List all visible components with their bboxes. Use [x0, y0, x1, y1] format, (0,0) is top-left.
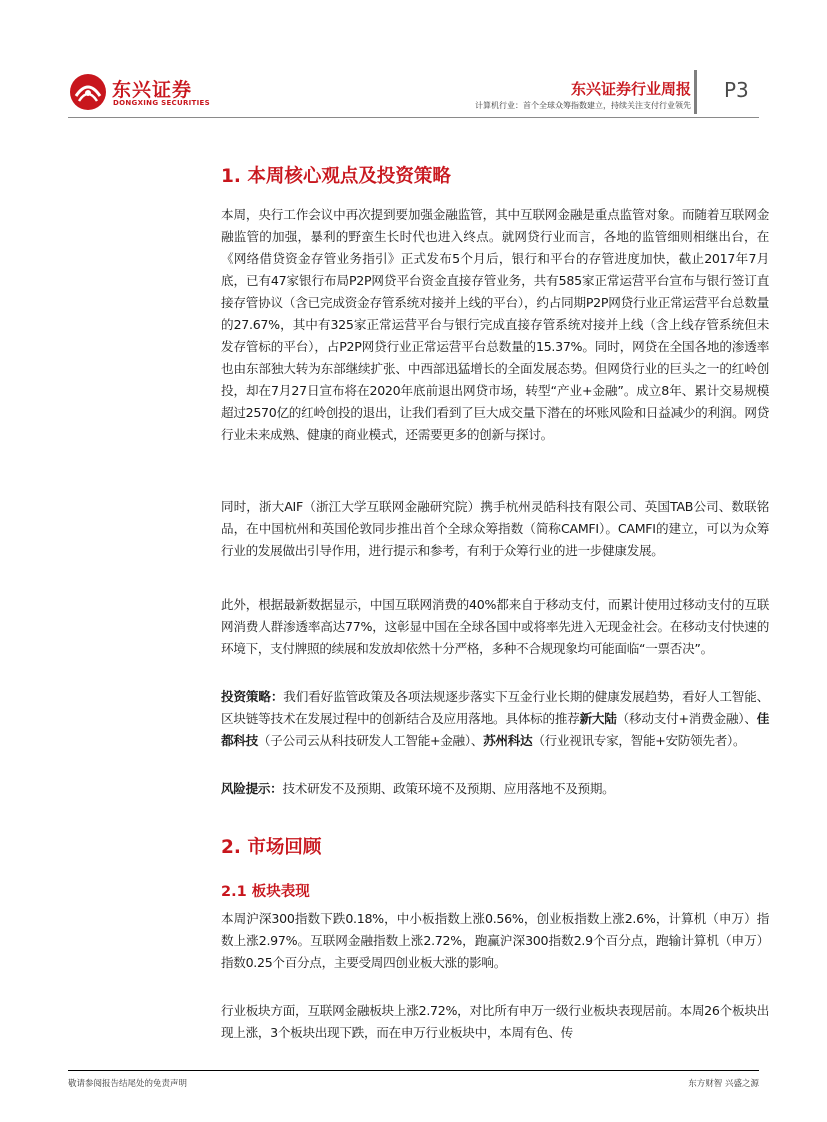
- strategy-text-1: 我们看好监管政策及各项法规逐步落实下互金行业长期的健康发展趋势，看好人工智能、区块链等技术在发展过程中的创新结合及应用落地。具体标的推荐: [221, 689, 769, 726]
- report-title: 东兴证券行业周报: [570, 80, 691, 98]
- page-number: P3: [724, 78, 749, 102]
- footer-slogan: 东方财智 兴盛之源: [688, 1079, 759, 1089]
- footer-rule: [68, 1070, 759, 1071]
- paragraph-regulation: 本周，央行工作会议中再次提到要加强金融监管，其中互联网金融是重点监管对象。而随着互联网金融监管的加强，暴利的野蛮生长时代也进入终点。就网贷行业而言，各地的监管细则相继出台，在《网络借贷资金存管业务指引》正式发布5个月后，银行和平台的存管进度加快，截止2017年7月底，已有47家银行布局P2P网贷平台资金直接存管业务，共有585家正常运营平台宣布与银行签订直接存管协议（含已完成资金存管系统对接并上线的平台），约占同期P2P网贷行业正常运营平台总数量的27.67%，其中有325家正常运营平台与银行完成直接存管系统对接并上线（含上线存管系统但未发存管标的平台），占P2P网贷行业正常运营平台总数量的15.37%。同时，网贷在全国各地的渗透率也由东部独大转为东部继续扩张、中西部迅猛增长的全面发展态势。但网贷行业的巨头之一的红岭创投，却在7月27日宣布将在2020年底前退出网贷市场，转型“产业+金融”。成立8年、累计交易规模超过2570亿的红岭创投的退出，让我们看到了巨大成交量下潜在的坏账风险和日益减少的利润。网贷行业未来成熟、健康的商业模式，还需要更多的创新与探讨。: [221, 207, 769, 442]
- paragraph-investment-strategy: [221, 686, 769, 752]
- strategy-text-2: （移动支付+消费金融）、: [616, 711, 757, 726]
- paragraph-index-performance: 本周沪深300指数下跌0.18%，中小板指数上涨0.56%，创业板指数上涨2.6%，计算机（申万）指数上涨2.97%。互联网金融指数上涨2.72%，跑赢沪深300指数2.9个百分点，跑输计算机（申万）指数0.25个百分点，主要受周四创业板大涨的影响。: [221, 911, 769, 970]
- paragraph-crowdfunding-index: 同时，浙大AIF（浙江大学互联网金融研究院）携手杭州灵皓科技有限公司、英国TAB公司、数联铭品，在中国杭州和英国伦敦同步推出首个全球众筹指数（简称CAMFI）。CAMFI的建立，可以为众筹行业的发展做出引导作用，进行提示和参考，有利于众筹行业的进一步健康发展。: [221, 499, 769, 558]
- stock-kedacom: 苏州科达: [483, 733, 533, 748]
- paragraph-mobile-payment: 此外，根据最新数据显示，中国互联网消费的40%都来自于移动支付，而累计使用过移动支付的互联网消费人群渗透率高达77%，这彰显中国在全球各国中或将率先进入无现金社会。在移动支付快速的环境下，支付牌照的续展和发放却依然十分严格，多种不合规现象均可能面临“一票否决”。: [221, 597, 769, 656]
- company-logo: [68, 72, 208, 112]
- paragraph-risk-warning: [221, 778, 769, 800]
- section-2-1-heading: 2.1 板块表现: [221, 884, 310, 900]
- stock-pci-tech: 佳都科技: [221, 711, 769, 748]
- strategy-text-4: （行业视讯专家，智能+安防领先者）。: [532, 733, 746, 748]
- footer-disclaimer-note: 敬请参阅报告结尾处的免责声明: [68, 1079, 188, 1089]
- paragraph-sector-performance: 行业板块方面，互联网金融板块上涨2.72%，对比所有申万一级行业板块表现居前。本周26个板块出现上涨，3个板块出现下跌，而在申万行业板块中，本周有色、传: [221, 1003, 769, 1040]
- strategy-text-3: （子公司云从科技研发人工智能+金融）、: [257, 733, 484, 748]
- logo-text-en: DONGXING SECURITIES: [113, 99, 210, 107]
- page-header: [0, 0, 827, 120]
- risk-text: 技术研发不及预期、政策环境不及预期、应用落地不及预期。: [282, 781, 615, 796]
- header-divider: [694, 70, 697, 114]
- stock-newland: 新大陆: [579, 711, 617, 726]
- logo-text-cn: 东兴证券: [112, 79, 193, 101]
- section-1-heading: 1. 本周核心观点及投资策略: [221, 166, 451, 187]
- dongxing-logo-icon: [68, 72, 108, 112]
- risk-label: 风险提示：: [221, 781, 283, 796]
- report-subtitle: 计算机行业：首个全球众筹指数建立，持续关注支付行业领先: [475, 101, 691, 110]
- header-rule: [68, 117, 759, 118]
- strategy-label: 投资策略：: [221, 689, 284, 704]
- section-2-heading: 2. 市场回顾: [221, 837, 322, 858]
